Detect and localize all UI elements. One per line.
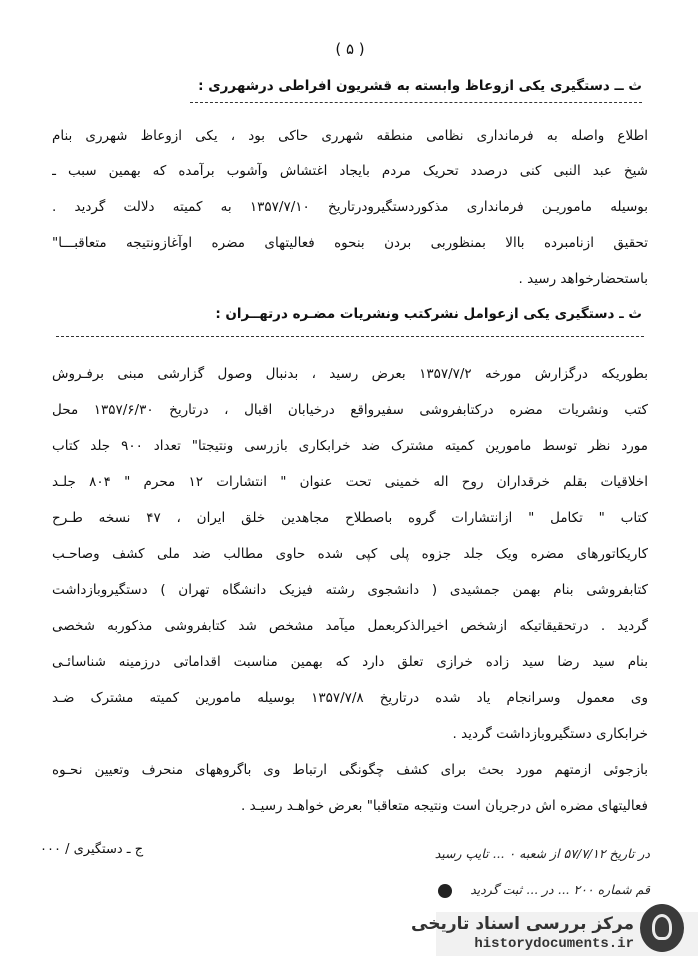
section2-line-8: گردید . درتحقیقاتیکه ازشخص اخیرالذکربعمل میآمد مشخص شد کتابفروشی مذکوربه شخصی <box>52 618 648 634</box>
ink-stamp-mark <box>438 884 452 898</box>
section2-heading-rule <box>56 336 644 337</box>
handwritten-note-2: قم شماره ۲۰۰ ... در ... ثبت گردید <box>470 882 650 897</box>
section1-line-1: اطلاع واصله به فرمانداری نظامی منطقه شهرری حاکی بود ، یکی ازوعاظ شهرری بنام <box>52 128 648 144</box>
section2-line-11: خرابکاری دستگیروبازداشت گردید . <box>452 726 648 742</box>
section1-line-2: شیخ عبد النبی کنی درصدد تحریک مردم بایجاد اغتشاش وآشوب برآمده که بهمین سبب ـ <box>52 163 648 179</box>
section2-line-2: کتب ونشریات مضره درکتابفروشی سفیرواقع درخیابان اقبال ، درتاریخ ۱۳۵۷/۶/۳۰ محل <box>52 402 648 418</box>
section2-line-12: بازجوئی ازمتهم مورد بحث برای کشف چگونگی ارتباط وی باگروههای منحرف وتعیین نحـوه <box>52 762 648 778</box>
section2-line-3: مورد نظر توسط مامورین کمیته مشترک ضد خرابکاری بازرسی ونتیجتا" تعداد ۹۰۰ جلد کتاب <box>52 438 648 454</box>
section2-line-13: فعالیتهای مضره اش درجریان است ونتیجه متعاقبا" بعرض خواهـد رسیـد . <box>241 798 648 814</box>
page-number: ( ۵ ) <box>335 40 365 58</box>
footer-reference: ج ـ دستگیری / ۰۰۰ <box>40 842 144 857</box>
section2-line-1: بطوریکه درگزارش مورخه ۱۳۵۷/۷/۲ بعرض رسید ، بدنبال وصول گزارشی مبنی برفـروش <box>52 366 648 382</box>
section2-line-6: کاریکاتورهای مضره ویک جلد جزوه پلی کپی شده حاوی مطالب ضد ملی کشف وصاحـب <box>52 546 648 562</box>
section2-heading: ث ـ دستگیری یکی ازعوامل نشرکتب ونشریات مضـره درتهــران : <box>215 306 642 322</box>
section2-line-7: کتابفروشی بنام بهمن جمشیدی ( دانشجوی رشته فیزیک دانشگاه تهران ) دستگیروبازداشت <box>52 582 648 598</box>
watermark-url: historydocuments.ir <box>474 936 634 952</box>
section2-line-9: بنام سید رضا سید زاده خرازی تعلق دارد که بهمین مناسبت اقداماتی درزمینه شناسائـی <box>52 654 648 670</box>
section1-heading-rule <box>190 102 642 103</box>
section2-line-5: کتاب " تکامل " ازانتشارات گروه باصطلاح مجاهدین خلق ایران ، ۴۷ نسخه طـرح <box>52 510 648 526</box>
section1-line-4: تحقیق ازنامبرده باالا بمنظوربی بردن بنحوه فعالیتهای مضره اوآغازونتیجه متعاقبـــا" <box>52 235 648 251</box>
watermark-title: مرکز بررسی اسناد تاریخی <box>411 914 634 934</box>
archive-logo-icon <box>640 904 684 952</box>
section1-heading: ث ــ دستگیری یکی ازوعاظ وابسته به قشریون افراطی درشهرری : <box>198 78 642 94</box>
section2-line-10: وی معمول وسرانجام یاد شده درتاریخ ۱۳۵۷/۷/۸ بوسیله مامورین کمیته مشترک ضـد <box>52 690 648 706</box>
section1-line-3: بوسیله ماموریـن فرمانداری مذکوردستگیرودرتاریخ ۱۳۵۷/۷/۱۰ به کمیته دلالت گردید . <box>52 199 648 215</box>
section2-line-4: اخلاقیات بقلم خرقداران روح اله خمینی تحت عنوان " انتشارات ۱۲ محرم " ۸۰۴ جلـد <box>52 474 648 490</box>
handwritten-note-1: در تاریخ ۵۷/۷/۱۲ از شعبه ۰ ... تایپ رسید <box>434 846 650 861</box>
section1-line-5: باستحضارخواهد رسید . <box>518 271 648 287</box>
